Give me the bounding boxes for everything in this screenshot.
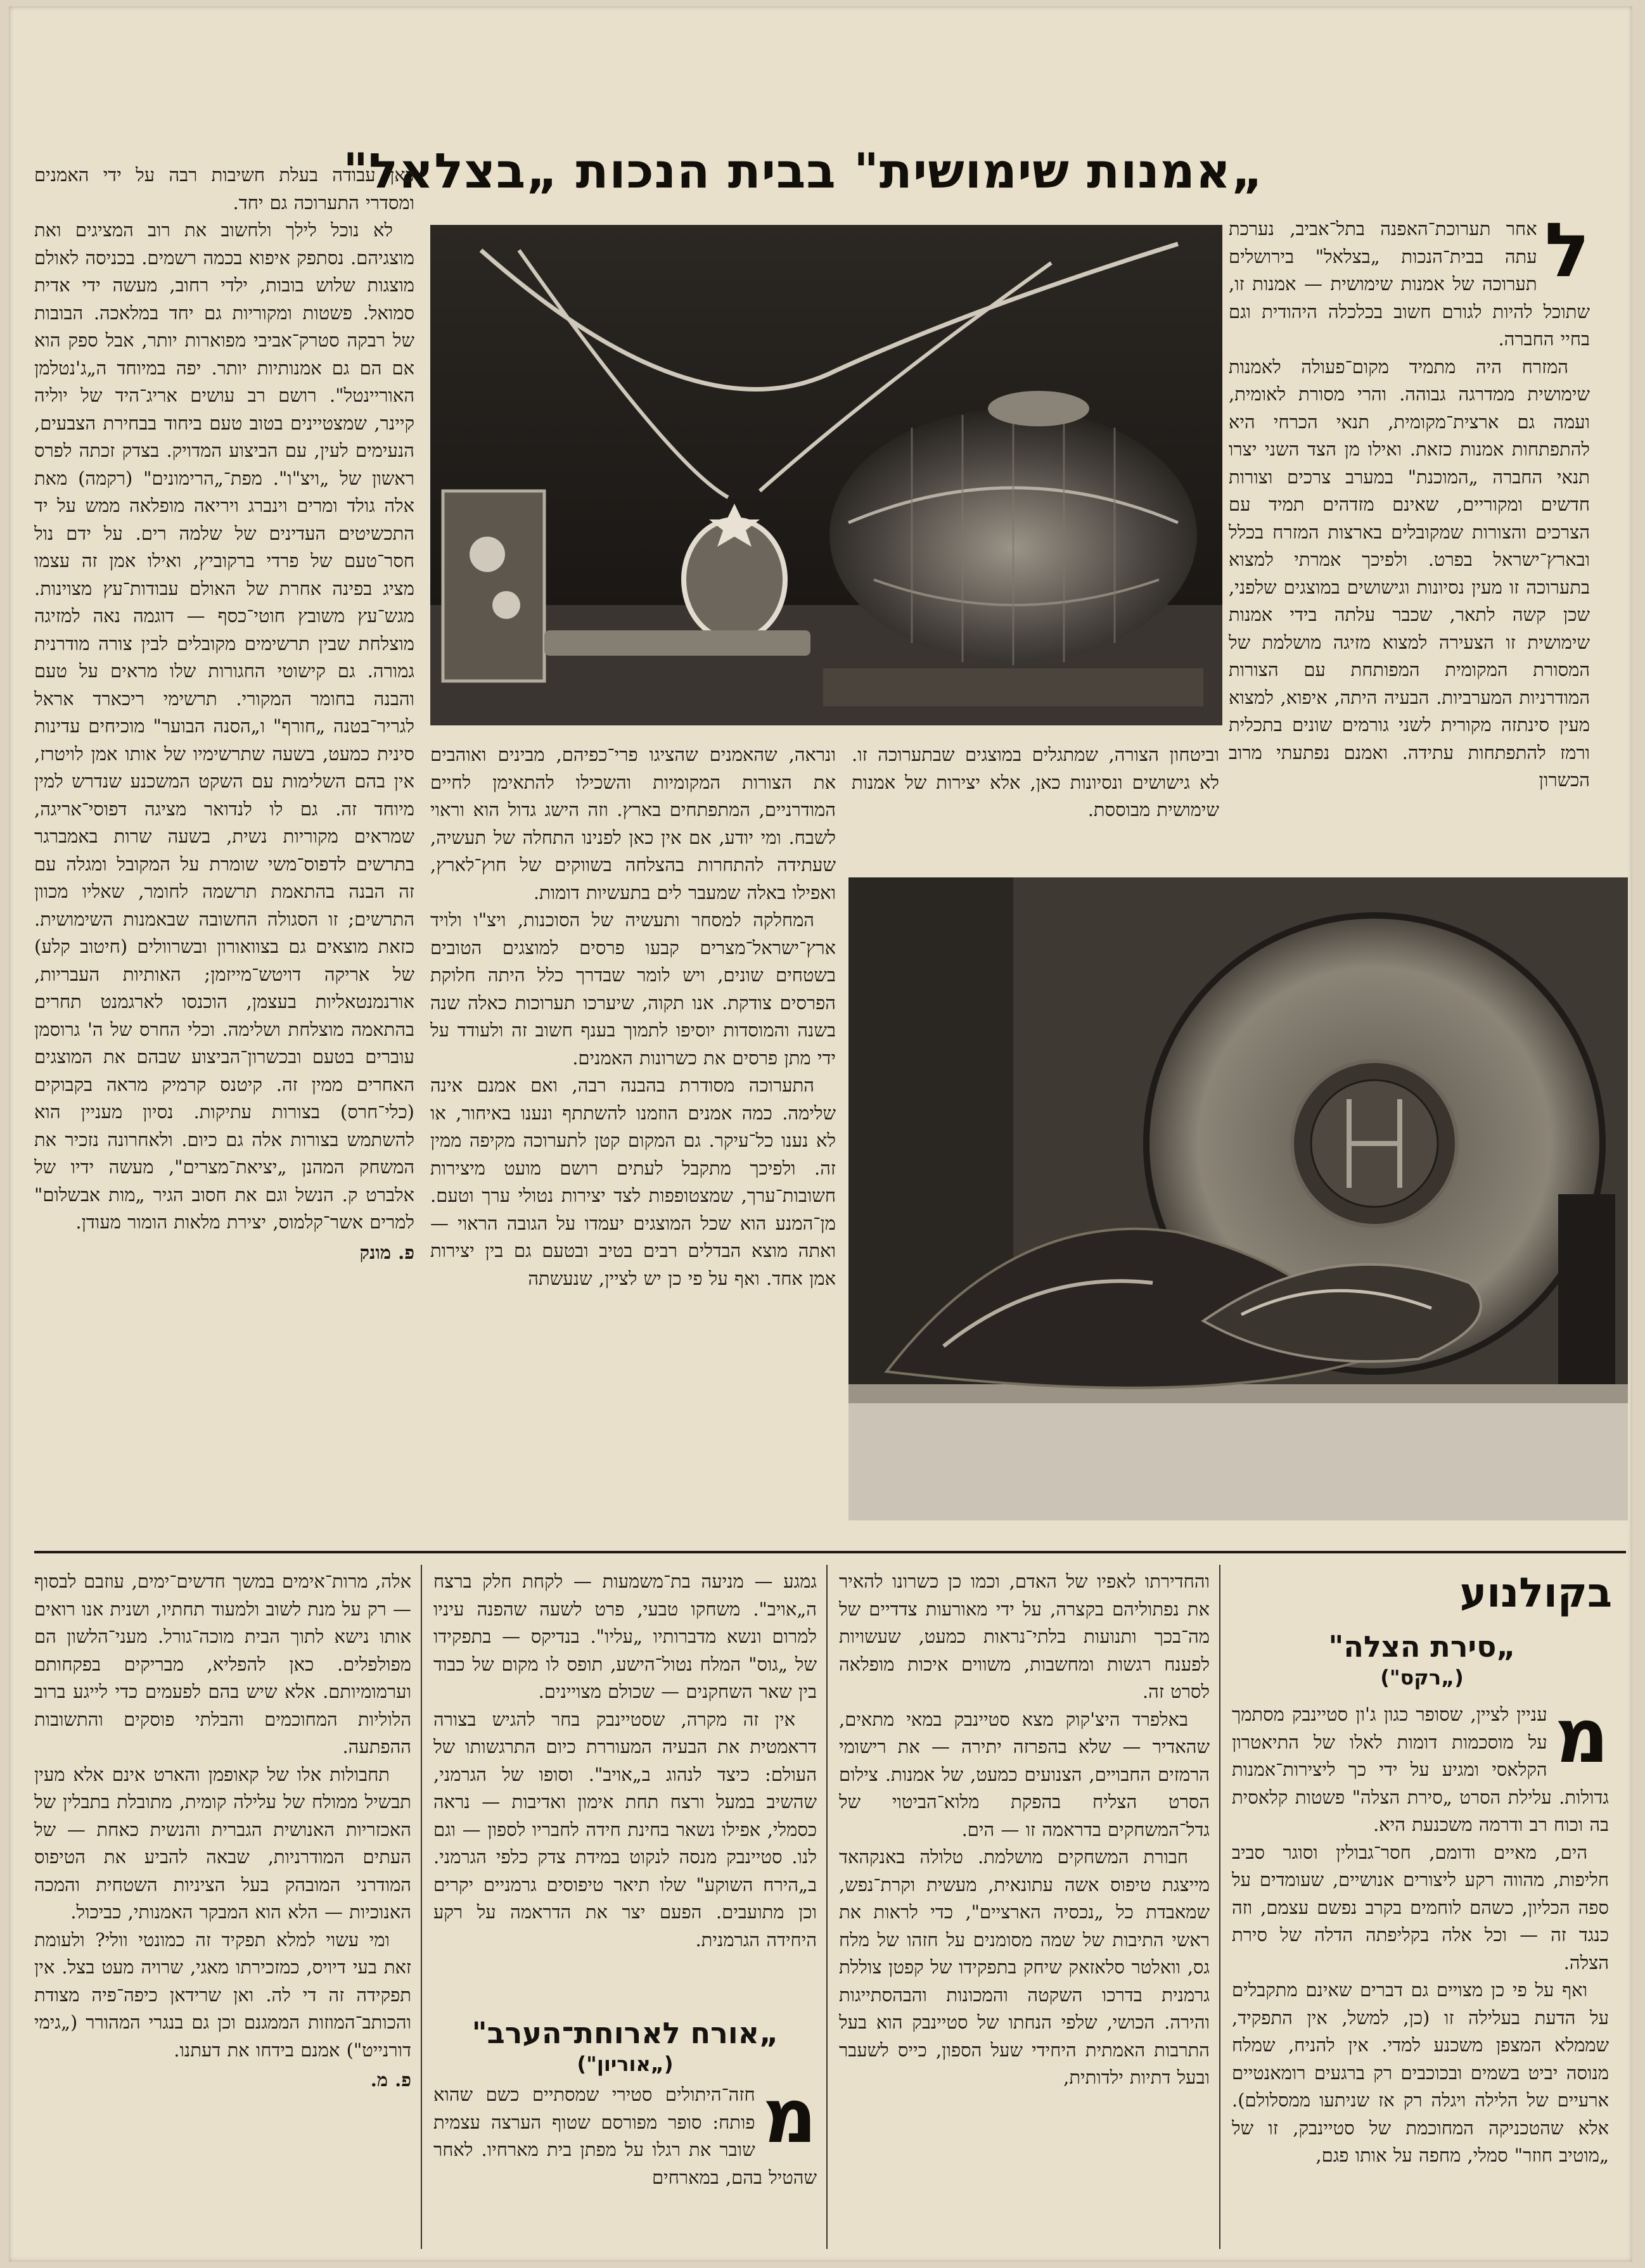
review-paragraph: ואף על פי כן מצויים גם דברים שאינם מתקבלים על הדעת בעלילה זו (כן, למשל, אין התפקיד, שממלא המצפן משכנע למדי. אין להניח, שמלח מנוסה יביט בשמים ובכוכבים רק ברגעים רומאנטיים ארעיים של הלילה ויגלה רק אז שניתעו ממסלולם). אלא שהטכניקה המחוכמת של סטיינבק, זו של „מוטיב חוזר" סמלי, מחפה על אותו פגם, <box>1232 1979 1609 2166</box>
review-paragraph: חבורת המשחקים מושלמת. טלולה באנקהאד מייצגת טיפוס אשה עתונאית, מעשית וקרת־נפש, שמאבדת כל „נכסיה הארציים", כדי לראות את ראשי התיבות של שמה מסומנים על חזהו של מלח גס, וואלטר סלאזאק שיחק בתפקידו של קפטן צוללת גרמנית בדרכו השקטה והמכונות והבהסתייגות והירה. הכושי, שלפי הנחתו של סטיינבק הוא בעל התרבות האמתית היחידי שעל הספון, כייס לשעבר ובעל דתיות ילדותית, <box>839 1846 1210 2088</box>
jewelry-display-image <box>430 225 1222 725</box>
review-paragraph: אין זה מקרה, שסטיינבק בחר להגיש בצורה דראמטית את הבעיה המעוררת כיום התרגשותו של העולם: כיצד לנהוג ב„אויב". וסופו של הגרמני, שהשיב במעל ורצח תחת אימון ואדיבות — נראה כסמלי, אפילו נשאר בחינת חידה לחבריו לספון — וגם לנו. סטיינבק מנסה לנקוט במידת צדק כלפי הגרמני. ב„הירח השוקע" שלו תיאר טיפוסים גרמניים יקרים וכן מתועבים. הפעם יצר את הדראמה על רקע היחידה הגרמנית. <box>433 1708 817 1951</box>
article-paragraph: אחר תערוכת־האפנה בתל־אביב, נערכת עתה בבית־הנכות „בצלאל" בירושלים תערוכה של אמנות שימושית — אמנות זו, שתוכל להיות לגורם חשוב בכלכלה היהודית וגם בחיי החברה. <box>1229 218 1590 350</box>
column-divider <box>421 1565 422 2249</box>
article-column-2 <box>852 741 1219 862</box>
article-paragraph: לא נוכל לילך ולחשוב את רוב המציגים ואת מוצגיהם. נסתפק איפוא בכמה רשמים. בכניסה לאולם מוצגות שלוש בובות, ילדי רחוב, מעשה ידי אדית סמואל. פשטות ומקוריות גם יחד במלאכה. הבובות של רבקה סטרק־אביבי מפוארות יותר, אבל ספק הוא אם הם גם אמנותיות יותר. יפה במיוחד ה„ג'נטלמן האוריינטל". רושם רב עושים אריג־היד של יוליה קיינר, שמצטיינים בטוב טעם ביחוד בבחירת הצבעים, הנעימים לעין, עם הביצוע המדויק. בצדק זכתה לפרס ראשון של „ויצ"ו". מפת־„הרימונים" (רקמה) מאת אלה גולד ומרים וינברג ויריאה מופלאה ממש על יד התכשיטים העדינים של שלמה רים. על ידם נול חסר־טעם של פרדי ברקוביץ, ואילו אמן זה עצמו מציג בפינה אחרת של האולם עבודות־עץ מצוינות. מגש־עץ משובץ חוטי־כסף — דוגמה נאה למזיגה מוצלחת שבין תרשימים מקובלים לבין צורה מודרנית גמורה. גם קישוטי החגורות שלו מראים על טעם והבנה בחומר המקורי. תרשימי ריכארד אראל לגריר־בטנה „חורף" ו„הסנה הבוער" מוכיחים עדינות סינית כמעט, בשעה שתרשימיו של אותו אמן לויטרז, אין בהם השלימות עם השקט המשכנע שנדרש למין מיוחד זה. גם לו לנדואר מציגה דפוסי־אריגה, שמראים מקוריות נשית, בשעה שרות באמברגר בתרשים לדפוס־משי שומרת על המקובל ומגלה עם זה הבנה בהתאמת תרשמה לחומר, שאליו מכוון התרשים; זו הסגולה החשובה שבאמנות השימושית. כזאת מוצאים גם בצוואורון ובשרוולים (חיטוב קלע) של אריקה דויטש־מייזמן; האותיות העבריות, אורנמנטאליות בעצמן, הוכנסו לארגמנט תחרים בהתאמה מוצלחת ושלימה. וכלי החרס של ה' גרוסמן עוברים בטעם ובכשרון־הביצוע שבהם את המוצגים האחרים ממין זה. קיטנס קרמיק מראה בקבוקים (כלי־חרס) בצורות עתיקות. נסיון מעניין הוא להשתמש בצורות אלה גם כיום. ולאחרונה נזכיר את המשחק המהנן „יציאת־מצרים", מעשה ידיו של אלברט ק. הנשל וגם את חסוב הגיר „מות אבשלום" למרים אשר־קלמוס, יצירת מלאות הומור מעודן. <box>34 219 414 1233</box>
article-column-1 <box>1229 215 1590 963</box>
review-lifeboat-venue: („רקס") <box>1380 1666 1464 1690</box>
review-lifeboat-heading <box>1232 1628 1612 1690</box>
review-lifeboat-title: „סירת הצלה" <box>1328 1629 1516 1664</box>
article-column-3 <box>430 741 836 1546</box>
cinema-column-2 <box>839 1568 1210 2246</box>
review-paragraph: ומי עשוי למלא תפקיד זה כמונטי וולי? ולעומת זאת בעי דיויס, כמזכירתו מאגי, שרויה מעט בצל. אין תפקידה זה די לה. ואן שרידאן כיפה־פיה מצודת והכותב־המוזות הממגנם וכן גם בנגרי המהורר („גימי דורנייט") אמנם בידחו את דעתנו. <box>34 1928 411 2061</box>
article-signature: פ. מונק <box>359 1241 414 1263</box>
cinema-column-3 <box>433 1568 817 1999</box>
drop-cap: ל <box>1544 215 1590 294</box>
section-divider <box>34 1551 1626 1553</box>
drop-cap: מ <box>762 2081 817 2160</box>
column-divider <box>1219 1565 1220 2249</box>
review-dinner-heading <box>433 2015 817 2077</box>
cinema-column-4 <box>34 1568 411 2246</box>
review-paragraph: באלפרד היצ'קוק מצא סטיינבק במאי מתאים, שהאדיר — שלא בהפרזה יתירה — את רישומי הרמזים החבויים, הצנועים כמעט, של אמנות. צילום הסרט הצליח בהפקת מלוא־הביטוי של גדל־המשחקים בדראמה זו — הים. <box>839 1708 1210 1840</box>
review-signature: פ. מ. <box>370 2069 411 2091</box>
review-paragraph: והחדירתו לאפיו של האדם, וכמו כן כשרונו להאיר את נפתוליהם בקצרה, על ידי מאורעות צדדיים של מה־בכך ותנועות בלתי־נראות כמעט, שעשויות לפענח רגשות ומחשבות, משווים איכות מופלאה לסרט זה. <box>839 1570 1210 1702</box>
article-paragraph: וביטחון הצורה, שמתגלים במוצגים שבתערוכה זו. לא גישושים ונסיונות כאן, אלא יצירות של אמנות שימושית מבוססת. <box>852 744 1219 820</box>
article-headline: „אמנות שימושית" בבית הנכות „בצלאל" <box>343 143 1264 199</box>
review-dinner-venue: („אוריון") <box>577 2052 674 2076</box>
article-paragraph: המזרח היה מתמיד מקום־פעולה לאמנות שימושית ממדרגה גבוהה. והרי מסורת לאומית, ועמה גם ארצית־מקומית, תנאי הכרחי היא להתפתחות אמנות כזאת. ואילו מן הצד השני יצרו תנאי החברה „המוכנת" במערב צרכים וצורות חדשים ומקוריים, שאינם מזדהים תמיד עם הצרכים והצורות שמקובלים בארצות המזרח בכלל ובארץ־ישראל בפרט. ולפיכך אמרתי למצוא בתערוכה זו מעין נסיונות וגישושים במוצגים שלפני, שכן קשה לתאר, שכבר עלתה בידי אמנות שימושית זו הצעירה למצוא מזיגה מושלמת של המסורת המקומית המפותחת עם הצורות המודרניות המערביות. הבעיה היתה, איפוא, למצוא מעין סינתזה מקורית לשני גורמים שונים בתכלית ורמז להתפתחות עתידה. ואמנם נפתעתי מרוב הכשרון <box>1229 355 1590 791</box>
article-paragraph: המחלקה למסחר ותעשיה של הסוכנות, ויצ"ו ולויד ארץ־ישראל־מצרים קבעו פרסים למוצגים הטובים בשטחים שונים, ויש לומר שבדרך כלל היתה חלוקת הפרסים צודקת. אנו תקוה, שיערכו תערוכות כאלה שנה בשנה והמוסדות יוסיפו לתמוך בענף חשוב זה ולעודד על ידי מתן פרסים את כשרונות האמנים. <box>430 909 836 1069</box>
review-paragraph: תחבולות אלו של קאופמן והארט אינם אלא מעין תבשיל ממולח של עלילה קומית, מתובלת בתבלין של האכזריות האנושית הגברית והנשית כאחת — של העתים המודרניות, שבאה להביע את הטיפוס המודרני המובהק בעל הציניות השטחית והמכה האנוכיות — הלא הוא המבקר האמנותי, כביכול. <box>34 1763 411 1923</box>
article-column-4 <box>34 162 414 1536</box>
drop-cap: מ <box>1554 1701 1609 1780</box>
article-paragraph: כאן עבודה בעלת חשיבות רבה על ידי האמנים ומסדרי התערוכה גם יחד. <box>34 164 414 213</box>
ceramic-plate-image <box>848 877 1628 1520</box>
cinema-column-1 <box>1232 1701 1609 2246</box>
ceramic-plate-photo <box>848 877 1628 1520</box>
article-paragraph: ונראה, שהאמנים שהציגו פרי־כפיהם, מבינים ואוהבים את הצורות המקומיות והשכילו להתאימן לחיים המודרניים, המתפתחים בארץ. וזה הישג גדול הוא וראוי לשבח. ומי יודע, אם אין כאן לפנינו התחלה של תעשיה, שעתידה להתחרות בהצלחה בשווקים של חוץ־לארץ, ואפילו באלה שמעבר לים בתעשיות דומות. <box>430 744 836 903</box>
column-divider <box>826 1565 828 2249</box>
newspaper-page <box>9 6 1632 2262</box>
article-paragraph: התערוכה מסודרת בהבנה רבה, ואם אמנם אינה שלימה. כמה אמנים הוזמנו להשתתף ונענו באיחור, או לא נענו כל־עיקר. גם המקום קטן לתערוכה מקיפה ממין זה. ולפיכך מתקבל לעתים רושם מועט מיצירות חשובות־ערך, שמצטופפות לצד יצירות נטולי ערך וטעם. מן־המנע הוא שכל המוצגים יעמדו על הגובה הראוי — ואתה מוצא הבדלים רבים בטיב ובטעם גם בין יצירות אמן אחד. ואף על פי כן יש לציין, שנעשתה <box>430 1074 836 1289</box>
cinema-column-3b <box>433 2081 817 2246</box>
review-paragraph: אלה, מרות־אימים במשך חדשים־ימים, עוזבם לבסוף — רק על מנת לשוב ולמעוד תחתיו, ושנית אנו רואים אותו נישא לתוך הבית מוכה־גורל. מעני־הלשון הם מפולפלים. כאן להפליא, מבריקים בפקחותם וערמומיותם. אלא שיש בהם לפעמים כדי לייגע ברוב הלוליות המחוכמים והבלתי פוסקים והתשובות ההפתעה. <box>34 1570 411 1757</box>
review-paragraph: הים, מאיים ודומם, חסר־גבולין וסוגר סביב חליפות, מהווה רקע ליצורים אנושיים, שעומדים על ספה הכליון, כשהם לוחמים בקרב נפשם עצמם, וזה כנגד זה — וכל אלה בקליפתה הדלה של סירת הצלה. <box>1232 1841 1609 1973</box>
jewelry-display-photo <box>430 225 1222 725</box>
review-paragraph: גמגע — מניעה בת־משמעות — לקחת חלק ברצח ה„אויב". משחקו טבעי, פרט לשעה שהפנה עיניו למרום ונשא מדברותיו „עליו". בנדיקס — בתפקידו של „גוס" המלח נטול־הישע, תופס לו מקום של כבוד בין שאר השחקנים — שכולם מצויינים. <box>433 1570 817 1702</box>
review-dinner-title: „אורח לארוחת־הערב" <box>471 2016 779 2050</box>
cinema-section-title: בקולנוע <box>1459 1570 1612 1617</box>
review-paragraph: עניין לציין, שסופר כגון ג'ון סטיינבק מסתמך על מוסכמות דומות לאלו של התיאטרון הקלאסי ומגיע על ידי כך ליצירות־אמנות גדולות. עלילת הסרט „סירת הצלה" פשטות קלאסית בה וכוח רב ודרמה משכנעת היא. <box>1232 1704 1609 1835</box>
review-paragraph: חזה־היתולים סטירי שמסתיים כשם שהוא פותח: סופר מפורסם שטוף הערצה עצמית שובר את רגלו על מפתן בית מארחיו. לאחר שהטיל בהם, במארחים <box>433 2084 817 2188</box>
